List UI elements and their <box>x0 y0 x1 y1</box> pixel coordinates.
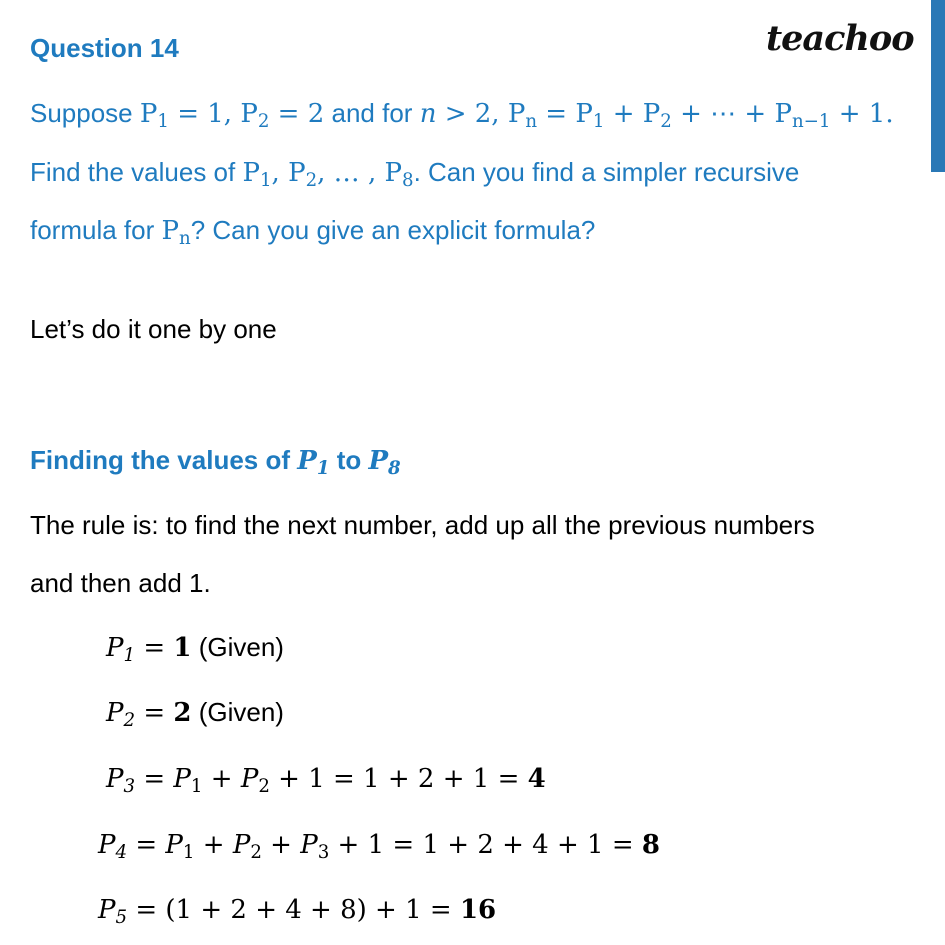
question-line-1-gt: > 2, <box>436 99 508 129</box>
question-line-1-prefix: Suppose <box>30 98 140 128</box>
section-heading-mid: to <box>329 445 369 475</box>
section-heading-p8: $P_8$ <box>368 446 401 480</box>
step-p1-note: (Given) <box>191 632 284 662</box>
question-line-3 <box>30 215 596 250</box>
step-p3-eq: + 1 = 1 + 2 + 1 = <box>269 764 528 794</box>
step-p4 <box>98 829 660 864</box>
question-line-1-n: n <box>419 99 437 129</box>
section-heading-prefix: Finding the values of <box>30 445 298 475</box>
step-p2-note: (Given) <box>191 697 284 727</box>
question-line-1-given: $P_1 = 1$, $P_2 = 2$ <box>139 99 325 133</box>
step-p1-value: 1 <box>173 633 192 663</box>
section-heading <box>30 445 401 480</box>
step-p1-eq: = <box>135 633 174 663</box>
step-p5-eq: = (1 + 2 + 4 + 8) + 1 = <box>127 895 460 925</box>
step-p2-value: 2 <box>173 698 192 728</box>
step-p2-eq: = <box>135 698 174 728</box>
step-p2 <box>106 697 284 732</box>
step-p5 <box>98 894 497 929</box>
question-line-1 <box>30 98 894 133</box>
question-line-2 <box>30 157 800 192</box>
question-line-1-formula: $P_n = P_1 + P_2$ + ⋯ + $P_{n-1} + 1$ <box>507 99 886 133</box>
question-line-1-suffix: . <box>885 99 894 129</box>
question-line-2-suffix: . Can you find a simpler recursive <box>413 157 800 187</box>
question-line-1-mid: and for <box>324 98 420 128</box>
step-p4-value: 8 <box>641 830 660 860</box>
question-line-3-pn: $P_n$ <box>161 216 191 250</box>
step-p4-lhs: $P_4$ <box>98 830 128 864</box>
intro-text: Let’s do it one by one <box>30 314 277 344</box>
step-p4-eq: + 1 = 1 + 2 + 4 + 1 = <box>329 830 642 860</box>
step-p4-terms: = $P_1 + P_2 + P_3$ <box>127 830 330 864</box>
question-line-3-prefix: formula for <box>30 215 162 245</box>
question-line-3-suffix: ? Can you give an explicit formula? <box>190 215 596 245</box>
rule-line-2: and then add 1. <box>30 568 211 598</box>
step-p3-lhs: $P_3$ <box>106 764 136 798</box>
step-p3-terms: = $P_1 + P_2$ <box>135 764 270 798</box>
section-heading-p1: $P_1$ <box>297 446 330 480</box>
step-p5-value: 16 <box>459 895 497 925</box>
teachoo-logo: teachoo <box>766 18 914 59</box>
step-p3 <box>106 763 546 798</box>
question-line-2-prefix: Find the values of <box>30 157 243 187</box>
step-p5-lhs: $P_5$ <box>98 895 128 929</box>
step-p1 <box>106 632 284 667</box>
step-p2-lhs: $P_2$ <box>106 698 136 732</box>
question-line-2-range: $P_1$, $P_2$, … , $P_8$ <box>242 158 414 192</box>
question-title: Question 14 <box>30 33 179 63</box>
step-p1-lhs: $P_1$ <box>106 633 136 667</box>
scrollbar-thumb[interactable] <box>931 0 945 172</box>
step-p3-value: 4 <box>527 764 546 794</box>
rule-line-1: The rule is: to find the next number, add up all the previous numbers <box>30 510 815 540</box>
